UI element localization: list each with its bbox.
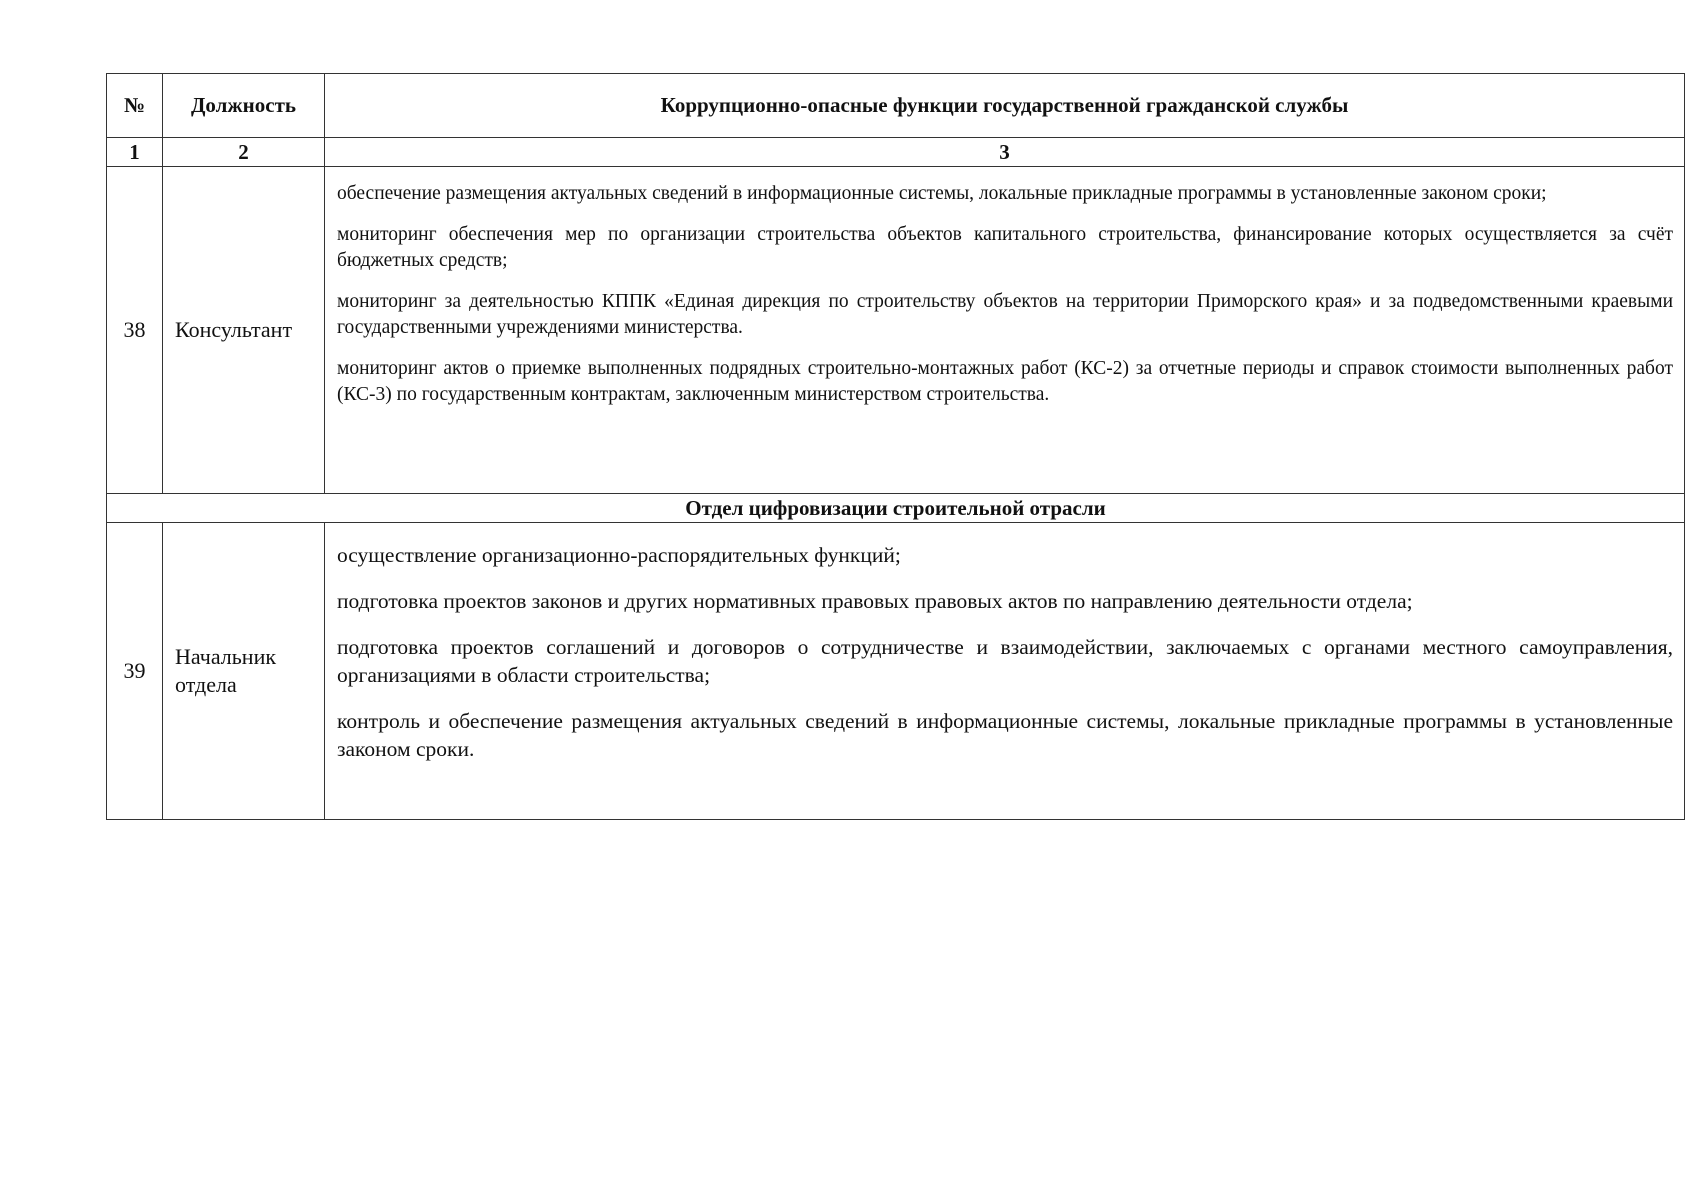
function-item: контроль и обеспечение размещения актуальных сведений в информационные системы, локальные прикладные программы в установленные законом сроки. bbox=[337, 709, 1673, 761]
corruption-functions-table bbox=[106, 73, 1685, 820]
row-number: 38 bbox=[107, 167, 163, 494]
function-item: мониторинг обеспечения мер по организации строительства объектов капитального строительства, финансирование которых осуществляется за счёт бюджетных средств; bbox=[337, 224, 1673, 271]
table-row bbox=[107, 167, 1685, 494]
header-functions: Коррупционно-опасные функции государственной гражданской службы bbox=[325, 74, 1685, 138]
row-position: Консультант bbox=[163, 167, 325, 494]
column-index: 1 bbox=[107, 138, 163, 167]
table-header-row bbox=[107, 74, 1685, 138]
row-functions bbox=[325, 523, 1685, 820]
row-functions bbox=[325, 167, 1685, 494]
function-item: мониторинг за деятельностью КППК «Единая дирекция по строительству объектов на территории Приморского края» и за подведомственными краевыми государственными учреждениями министерства. bbox=[337, 291, 1673, 338]
row-position: Начальник отдела bbox=[163, 523, 325, 820]
column-index: 3 bbox=[325, 138, 1685, 167]
column-index-row bbox=[107, 138, 1685, 167]
section-title: Отдел цифровизации строительной отрасли bbox=[107, 494, 1685, 523]
table-row bbox=[107, 523, 1685, 820]
function-item: мониторинг актов о приемке выполненных подрядных строительно-монтажных работ (КС-2) за отчетные периоды и справок стоимости выполненных работ (КС-3) по государственным контрактам, заключенным министерством строительства. bbox=[337, 358, 1673, 405]
column-index: 2 bbox=[163, 138, 325, 167]
header-position: Должность bbox=[163, 74, 325, 138]
section-header-row bbox=[107, 494, 1685, 523]
function-item: подготовка проектов законов и других нормативных правовых правовых актов по направлению деятельности отдела; bbox=[337, 589, 1413, 613]
header-number: № bbox=[107, 74, 163, 138]
function-item: обеспечение размещения актуальных сведений в информационные системы, локальные прикладные программы в установленные законом сроки; bbox=[337, 183, 1547, 204]
function-item: осуществление организационно-распорядительных функций; bbox=[337, 543, 901, 567]
row-number: 39 bbox=[107, 523, 163, 820]
function-item: подготовка проектов соглашений и договоров о сотрудничестве и взаимодействии, заключаемых с органами местного самоуправления, организациями в области строительства; bbox=[337, 635, 1673, 687]
